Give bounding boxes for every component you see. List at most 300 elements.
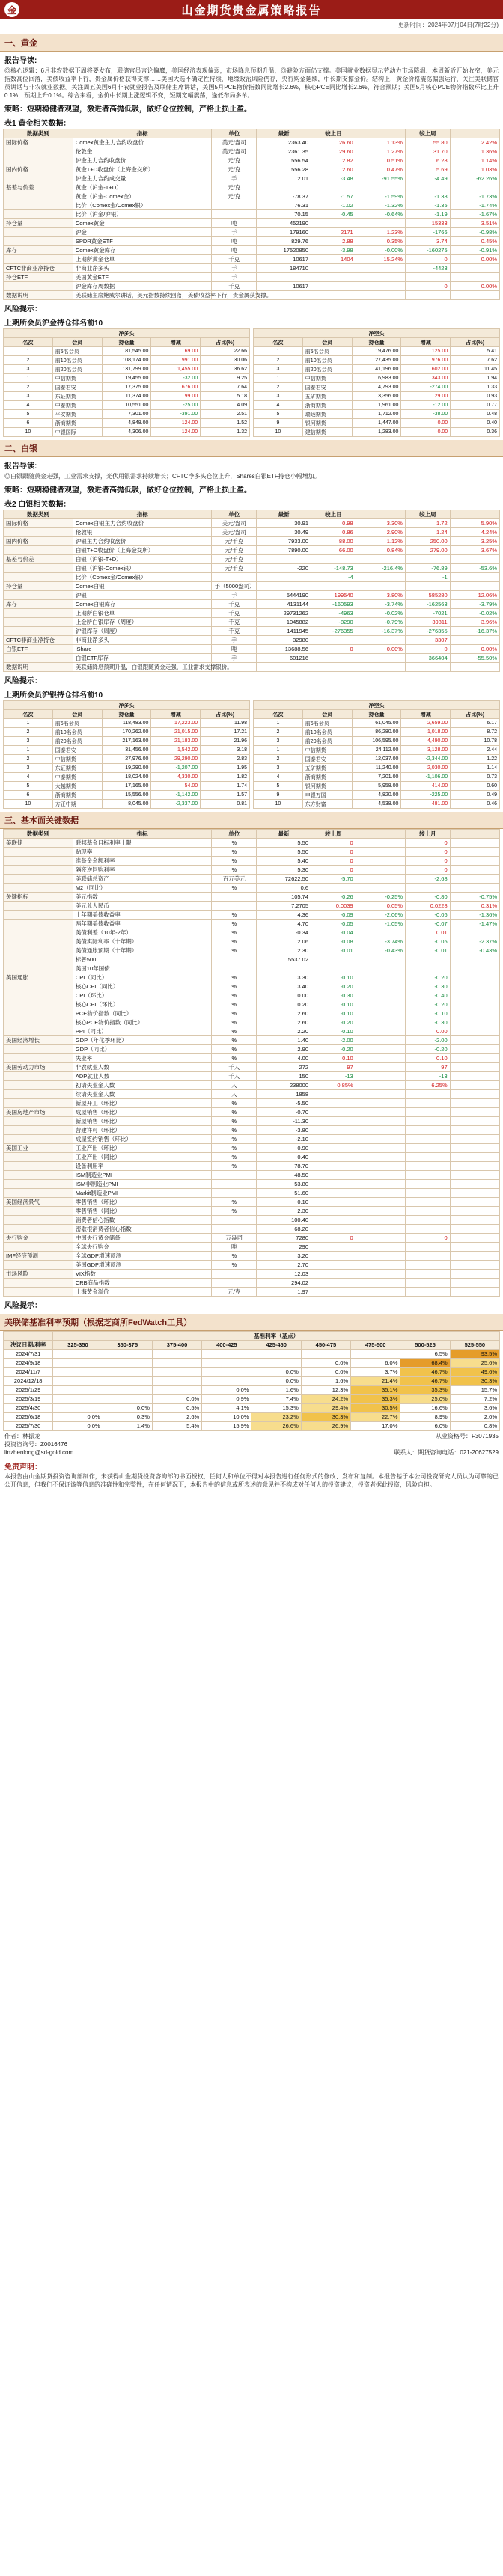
- macro-category: 美国劳动力市场: [4, 1063, 73, 1072]
- macro-week-change-pct: [356, 1189, 405, 1198]
- silver-day-change: -276355: [311, 627, 356, 636]
- fedwatch-probability: [53, 1377, 103, 1386]
- gold-indicator: 沪金库存周数据: [73, 282, 212, 291]
- silver-unit: 手（5000盎司）: [212, 582, 257, 591]
- gold-day-change-pct: [356, 273, 405, 282]
- macro-week-change-pct: [356, 1009, 405, 1018]
- gold-table-header: 较上周: [405, 129, 450, 138]
- silver-latest: [257, 573, 311, 582]
- silver-row: [4, 555, 500, 564]
- gold-latest: 76.31: [257, 201, 311, 210]
- macro-week-change-pct: -0.43%: [356, 946, 405, 955]
- silver-rank-short-row: [254, 755, 500, 764]
- fedwatch-probability: 35.3%: [351, 1395, 400, 1404]
- silver-week-change: 1.72: [405, 519, 450, 528]
- silver-rank-short-member: 五矿期货: [302, 764, 352, 773]
- silver-rank-short-share: 2.44: [451, 746, 500, 755]
- macro-week-change: 0: [311, 866, 356, 875]
- silver-row: [4, 537, 500, 546]
- macro-month-change: -0.80: [405, 893, 450, 902]
- silver-day-change-pct: [356, 663, 405, 672]
- disclaimer-title: 免责声明：: [4, 1463, 42, 1472]
- silver-week-change-pct: -0.02%: [450, 609, 499, 618]
- macro-table-header: 指标: [73, 830, 212, 839]
- silver-guide-label: 报告导读:: [4, 462, 37, 471]
- gold-rank-short-rank: 5: [254, 410, 303, 419]
- silver-rank-long-header: 占比(%): [201, 710, 250, 719]
- macro-week-change: [311, 1117, 356, 1126]
- gold-table-header: [356, 129, 405, 138]
- macro-week-change-pct: [356, 964, 405, 973]
- silver-day-change: [311, 555, 356, 564]
- macro-row: [4, 893, 500, 902]
- silver-rank-short-position: 11,240.00: [352, 764, 401, 773]
- gold-rank-short-row: [254, 401, 500, 410]
- silver-rank-long-rank: 5: [4, 782, 53, 791]
- macro-month-change: [405, 1171, 450, 1180]
- macro-category: 美国经济增长: [4, 1036, 73, 1045]
- silver-indicator: 沪银库存（周度）: [73, 627, 212, 636]
- fedwatch-date: 2025/6/18: [4, 1413, 53, 1422]
- macro-week-change: -0.01: [311, 946, 356, 955]
- silver-indicator: 白银ETF库存: [73, 654, 212, 663]
- macro-category: [4, 911, 73, 920]
- gold-rank-short-change: 125.00: [401, 347, 451, 356]
- macro-month-change-pct: -0.75%: [450, 893, 499, 902]
- gold-indicator: 美联储主席鲍威尔讲话，美元指数持续回落，美债收益率下行，贵金属获支撑。: [73, 291, 212, 300]
- silver-rank-short-row: [254, 800, 500, 809]
- gold-rank-long-change: 69.00: [151, 347, 201, 356]
- macro-unit: [212, 964, 257, 973]
- silver-week-change: [405, 663, 450, 672]
- macro-week-change: [311, 1090, 356, 1099]
- gold-row: [4, 138, 500, 147]
- silver-rank-short-position: 7,201.00: [352, 773, 401, 782]
- silver-rank-long-change: 1,542.00: [151, 746, 201, 755]
- macro-row: [4, 1099, 500, 1108]
- gold-rank-long-position: 7,301.00: [102, 410, 151, 419]
- silver-rank-long-header: 名次: [4, 710, 53, 719]
- macro-indicator: CPI（环比）: [73, 991, 212, 1000]
- silver-rank-long-share: 17.21: [201, 728, 250, 737]
- silver-day-change-pct: 3.80%: [356, 591, 405, 600]
- macro-table-header: [356, 830, 405, 839]
- gold-day-change-pct: [356, 264, 405, 273]
- macro-unit: [212, 893, 257, 902]
- silver-rank-short-row: [254, 782, 500, 791]
- macro-week-change: -0.08: [311, 937, 356, 946]
- macro-latest: 0.10: [257, 1198, 311, 1207]
- silver-indicator: iShare: [73, 645, 212, 654]
- macro-unit: %: [212, 1198, 257, 1207]
- gold-row: [4, 237, 500, 246]
- macro-month-change: 0.00: [405, 1027, 450, 1036]
- silver-indicator: Comex白银主力合约收盘价: [73, 519, 212, 528]
- gold-day-change: -0.45: [311, 210, 356, 219]
- fedwatch-probability: 10.0%: [202, 1413, 252, 1422]
- gold-day-change-pct: 1.23%: [356, 228, 405, 237]
- gold-table-header: 最新: [257, 129, 311, 138]
- macro-latest: 48.50: [257, 1171, 311, 1180]
- gold-category: 持仓ETF: [4, 273, 73, 282]
- gold-day-change-pct: 15.24%: [356, 255, 405, 264]
- gold-indicator: 伦敦金: [73, 147, 212, 156]
- macro-month-change-pct: 0.31%: [450, 902, 499, 911]
- gold-rank-long-member: 中信期货: [52, 374, 102, 383]
- silver-day-change: [311, 654, 356, 663]
- macro-month-change-pct: [450, 1036, 499, 1045]
- gold-row: [4, 264, 500, 273]
- gold-rank-short-rank: 9: [254, 419, 303, 428]
- silver-rank-long-share: 3.18: [201, 746, 250, 755]
- silver-category: [4, 573, 73, 582]
- macro-indicator: 密歇根消费者信心指数: [73, 1225, 212, 1234]
- fedwatch-date: 2024/7/31: [4, 1350, 53, 1359]
- macro-indicator: 十年期美债收益率: [73, 911, 212, 920]
- gold-rank-long-row: [4, 365, 250, 374]
- macro-row: [4, 1018, 500, 1027]
- gold-rank-long-change: 124.00: [151, 419, 201, 428]
- macro-week-change: 0.85%: [311, 1081, 356, 1090]
- silver-rank-short-position: 61,045.00: [352, 719, 401, 728]
- macro-month-change-pct: -0.43%: [450, 946, 499, 955]
- silver-category: 库存: [4, 600, 73, 609]
- silver-rank-short-member: 银河期货: [302, 782, 352, 791]
- gold-day-change-pct: -1.32%: [356, 201, 405, 210]
- gold-rank-long-rank: 2: [4, 383, 53, 392]
- macro-month-change: -0.30: [405, 982, 450, 991]
- fedwatch-probability: [252, 1350, 301, 1359]
- macro-table-header: 数据类别: [4, 830, 73, 839]
- silver-rank-short-share: 0.49: [451, 791, 500, 800]
- silver-rank-short-row: [254, 773, 500, 782]
- macro-week-change-pct: [356, 1162, 405, 1171]
- gold-rank-short-row: [254, 374, 500, 383]
- fedwatch-probability: [202, 1350, 252, 1359]
- macro-month-change: 0.01: [405, 928, 450, 937]
- gold-rank-long-change: 124.00: [151, 428, 201, 437]
- fedwatch-probability: 29.4%: [301, 1404, 350, 1413]
- silver-rank-long-member: 中信期货: [52, 755, 102, 764]
- report-header: [0, 0, 503, 19]
- gold-rank-long-row: [4, 410, 250, 419]
- macro-unit: %: [212, 1153, 257, 1162]
- author-email[interactable]: linzhenlong@sd-gold.com: [4, 1449, 74, 1456]
- gold-rank-long-header: 名次: [4, 338, 53, 347]
- macro-row: [4, 1225, 500, 1234]
- silver-category: [4, 654, 73, 663]
- gold-rank-short-change: 0.00: [401, 419, 451, 428]
- disclaimer-text: 本报告由山金期货投资咨询部制作，未获得山金期货投资咨询部的书面授权，任何人和单位不得对本报告进行任何形式的修改、发布和复制。本报告基于本公司投资研究人员认为可靠的已公开信息，但我们不保证该等信息的准确性和完整性，在任何情况下，本报告中的信息或所表述的意见并不构成对任何人的投资建议，投资者据此投资，风险自担。: [4, 1473, 499, 1488]
- macro-month-change-pct: -2.37%: [450, 937, 499, 946]
- gold-latest: 2361.35: [257, 147, 311, 156]
- macro-latest: 2.60: [257, 1009, 311, 1018]
- silver-week-change: -1: [405, 573, 450, 582]
- silver-week-change-pct: -16.37%: [450, 627, 499, 636]
- gold-rank-long-rank: 1: [4, 374, 53, 383]
- macro-row: [4, 946, 500, 955]
- macro-week-change-pct: [356, 866, 405, 875]
- silver-unit: 美元/盎司: [212, 528, 257, 537]
- macro-week-change-pct: [356, 1081, 405, 1090]
- macro-category: 美国工业: [4, 1144, 73, 1153]
- fedwatch-probability: 6.0%: [400, 1422, 450, 1431]
- gold-rank-long-position: 11,374.00: [102, 392, 151, 401]
- gold-week-change-pct: [450, 291, 499, 300]
- macro-week-change: -0.04: [311, 928, 356, 937]
- macro-indicator: 零售销售（环比）: [73, 1198, 212, 1207]
- silver-rank-long-change: 29,290.00: [151, 755, 201, 764]
- macro-indicator: 美国10年国债: [73, 964, 212, 973]
- macro-unit: [212, 1189, 257, 1198]
- silver-rank-long-row: [4, 773, 250, 782]
- gold-latest: 70.15: [257, 210, 311, 219]
- macro-month-change: -0.20: [405, 973, 450, 982]
- macro-month-change: [405, 1207, 450, 1216]
- macro-week-change-pct: [356, 1198, 405, 1207]
- silver-week-change-pct: -3.79%: [450, 600, 499, 609]
- silver-week-change: -276355: [405, 627, 450, 636]
- gold-day-change-pct: -0.00%: [356, 246, 405, 255]
- silver-rank-short-member: 浙商期货: [302, 773, 352, 782]
- macro-week-change: [311, 955, 356, 964]
- macro-unit: 吨: [212, 1243, 257, 1252]
- gold-unit: 千克: [212, 255, 257, 264]
- gold-rank-long-member: 国泰君安: [52, 383, 102, 392]
- macro-month-change-pct: [450, 1171, 499, 1180]
- macro-month-change-pct: [450, 1207, 499, 1216]
- macro-week-change: [311, 1162, 356, 1171]
- silver-rank-long-member: 方正中期: [52, 800, 102, 809]
- silver-indicator: 白银（沪银-Comex银）: [73, 564, 212, 573]
- silver-week-change: -7021: [405, 609, 450, 618]
- silver-row: [4, 609, 500, 618]
- gold-indicator: 沪金主力合约收盘价: [73, 156, 212, 165]
- macro-latest: -0.70: [257, 1108, 311, 1117]
- silver-rank-long-position: 217,163.00: [102, 737, 151, 746]
- macro-month-change: [405, 884, 450, 893]
- fedwatch-probability: [53, 1404, 103, 1413]
- fedwatch-row: [4, 1404, 500, 1413]
- gold-week-change: 0: [405, 282, 450, 291]
- macro-indicator: 两年期美债收益率: [73, 920, 212, 928]
- fedwatch-probability: 0.3%: [103, 1413, 152, 1422]
- gold-unit: 手: [212, 174, 257, 183]
- macro-row: [4, 1027, 500, 1036]
- macro-row: [4, 928, 500, 937]
- macro-month-change: [405, 955, 450, 964]
- silver-week-change-pct: 12.06%: [450, 591, 499, 600]
- gold-table-header: [450, 129, 499, 138]
- gold-latest: 184710: [257, 264, 311, 273]
- silver-rank-long-header: 会员: [52, 710, 102, 719]
- silver-latest: 1045882: [257, 618, 311, 627]
- macro-week-change-pct: [356, 991, 405, 1000]
- silver-week-change-pct: [450, 582, 499, 591]
- macro-week-change-pct: [356, 1135, 405, 1144]
- gold-rank-short-share: 1.94: [451, 374, 500, 383]
- gold-day-change: [311, 291, 356, 300]
- macro-month-change-pct: [450, 1117, 499, 1126]
- fedwatch-probability: [103, 1350, 152, 1359]
- macro-indicator: 美国GDP增速预测: [73, 1261, 212, 1270]
- macro-latest: 100.40: [257, 1216, 311, 1225]
- macro-indicator: 非农就业人数: [73, 1063, 212, 1072]
- gold-rank-short-change: -274.00: [401, 383, 451, 392]
- silver-indicator: 非商业净多头: [73, 636, 212, 645]
- gold-day-change: 1404: [311, 255, 356, 264]
- gold-unit: 手: [212, 273, 257, 282]
- silver-rank-short-rank: 3: [254, 737, 303, 746]
- gold-rank-short-header: 持仓量: [352, 338, 401, 347]
- gold-rank-short-row: [254, 356, 500, 365]
- fedwatch-probability: 1.4%: [103, 1422, 152, 1431]
- gold-row: [4, 156, 500, 165]
- fedwatch-probability: 30.3%: [301, 1413, 350, 1422]
- silver-rank-long-share: 11.98: [201, 719, 250, 728]
- macro-week-change: -2.00: [311, 1036, 356, 1045]
- silver-rank-long-share: 0.81: [201, 800, 250, 809]
- silver-rank-short-position: 24,112.00: [352, 746, 401, 755]
- macro-unit: %: [212, 937, 257, 946]
- macro-unit: 元/克: [212, 1288, 257, 1297]
- macro-month-change: [405, 1270, 450, 1279]
- gold-rank-title: 上期所会员沪金持仓排名前10: [4, 319, 103, 328]
- macro-week-change-pct: [356, 1225, 405, 1234]
- macro-category: [4, 1099, 73, 1108]
- gold-rank-short-rank: 3: [254, 365, 303, 374]
- macro-row: [4, 1072, 500, 1081]
- macro-week-change-pct: [356, 1018, 405, 1027]
- fedwatch-header: 决议日期/利率: [4, 1341, 53, 1350]
- macro-unit: %: [212, 991, 257, 1000]
- silver-rank-long-head: 净多头: [4, 701, 250, 710]
- gold-rank-short-change: 343.00: [401, 374, 451, 383]
- silver-week-change-pct: 4.24%: [450, 528, 499, 537]
- gold-rank-long-head: 净多头: [4, 329, 250, 338]
- macro-month-change-pct: [450, 1153, 499, 1162]
- fedwatch-probability: 23.2%: [252, 1413, 301, 1422]
- macro-week-change: [311, 1252, 356, 1261]
- macro-latest: 5.30: [257, 866, 311, 875]
- macro-month-change-pct: [450, 875, 499, 884]
- silver-row: [4, 645, 500, 654]
- macro-row: [4, 1009, 500, 1018]
- gold-unit: 吨: [212, 237, 257, 246]
- silver-day-change: -4963: [311, 609, 356, 618]
- macro-row: [4, 1261, 500, 1270]
- gold-week-change: -4.49: [405, 174, 450, 183]
- macro-month-change: 0.10: [405, 1054, 450, 1063]
- gold-rank-long-header: 增减: [151, 338, 201, 347]
- gold-rank-short-rank: 4: [254, 401, 303, 410]
- macro-latest: 4.00: [257, 1054, 311, 1063]
- gold-strategy: 策略：短期稳健者观望，激进者高抛低吸，做好仓位控制，严格止损止盈。: [4, 105, 252, 114]
- macro-row: [4, 991, 500, 1000]
- fedwatch-probability: 26.6%: [252, 1422, 301, 1431]
- gold-indicator: 美国黄金ETF: [73, 273, 212, 282]
- silver-rank-short-change: -2,344.00: [401, 755, 451, 764]
- macro-month-change-pct: [450, 1090, 499, 1099]
- gold-risk: 风险提示：: [4, 305, 42, 313]
- gold-unit: [212, 201, 257, 210]
- macro-latest: -5.50: [257, 1099, 311, 1108]
- gold-row: [4, 219, 500, 228]
- gold-week-change: -1766: [405, 228, 450, 237]
- gold-rank-short-header: 名次: [254, 338, 303, 347]
- fedwatch-header: 350-375: [103, 1341, 152, 1350]
- macro-row: [4, 1270, 500, 1279]
- silver-rank-short-rank: 5: [254, 782, 303, 791]
- fedwatch-probability: 0.0%: [252, 1368, 301, 1377]
- macro-row: [4, 1045, 500, 1054]
- silver-rank-long-header: 增减: [151, 710, 201, 719]
- macro-month-change: 0: [405, 1234, 450, 1243]
- silver-indicator: 比价（Comex金/Comex银）: [73, 573, 212, 582]
- macro-category: [4, 875, 73, 884]
- macro-indicator: 美债通胀预期（十年期）: [73, 946, 212, 955]
- macro-month-change-pct: [450, 1045, 499, 1054]
- macro-indicator: 美债实际利率（十年期）: [73, 937, 212, 946]
- gold-unit: 美元/盎司: [212, 138, 257, 147]
- silver-rank-short-row: [254, 764, 500, 773]
- macro-category: [4, 1243, 73, 1252]
- macro-category: 美联储: [4, 839, 73, 848]
- fedwatch-probability: 3.6%: [450, 1404, 499, 1413]
- macro-week-change: 0: [311, 1234, 356, 1243]
- silver-category: 数据说明: [4, 663, 73, 672]
- gold-day-change: 2.82: [311, 156, 356, 165]
- macro-row: [4, 1108, 500, 1117]
- silver-rank-short-rank: 1: [254, 719, 303, 728]
- macro-category: [4, 1261, 73, 1270]
- silver-week-change-pct: 0.00%: [450, 645, 499, 654]
- silver-row: [4, 600, 500, 609]
- gold-rank-long-header: 会员: [52, 338, 102, 347]
- silver-week-change: 279.00: [405, 546, 450, 555]
- author: 作者：林振龙: [4, 1433, 40, 1440]
- macro-week-change: -13: [311, 1072, 356, 1081]
- gold-rank-short-position: 1,961.00: [352, 401, 401, 410]
- macro-indicator: 美元兑人民币: [73, 902, 212, 911]
- macro-row: [4, 902, 500, 911]
- gold-week-change: -4423: [405, 264, 450, 273]
- gold-rank-long-member: 浙商期货: [52, 419, 102, 428]
- macro-indicator: ISM制造业PMI: [73, 1171, 212, 1180]
- macro-unit: 人: [212, 1081, 257, 1090]
- silver-rank-short-rank: 2: [254, 728, 303, 737]
- gold-unit: 元/克: [212, 192, 257, 201]
- gold-rank-short-position: 4,793.00: [352, 383, 401, 392]
- gold-rank-short-share: 7.62: [451, 356, 500, 365]
- macro-week-change-pct: [356, 1234, 405, 1243]
- macro-unit: %: [212, 1018, 257, 1027]
- macro-month-change: -0.30: [405, 1018, 450, 1027]
- macro-category: [4, 937, 73, 946]
- silver-day-change-pct: -0.79%: [356, 618, 405, 627]
- silver-table-header: 最新: [257, 510, 311, 519]
- silver-indicator: 美联储降息预期升温，白银跟随黄金走强，工业需求支撑银价。: [73, 663, 212, 672]
- silver-day-change: 0.98: [311, 519, 356, 528]
- silver-day-change: -8290: [311, 618, 356, 627]
- gold-rank-long-change: 1,455.00: [151, 365, 201, 374]
- silver-rank-long-position: 19,290.00: [102, 764, 151, 773]
- silver-rank-long-row: [4, 737, 250, 746]
- macro-month-change: -13: [405, 1072, 450, 1081]
- gold-category: [4, 192, 73, 201]
- macro-month-change-pct: [450, 1270, 499, 1279]
- silver-rank-short-share: 0.60: [451, 782, 500, 791]
